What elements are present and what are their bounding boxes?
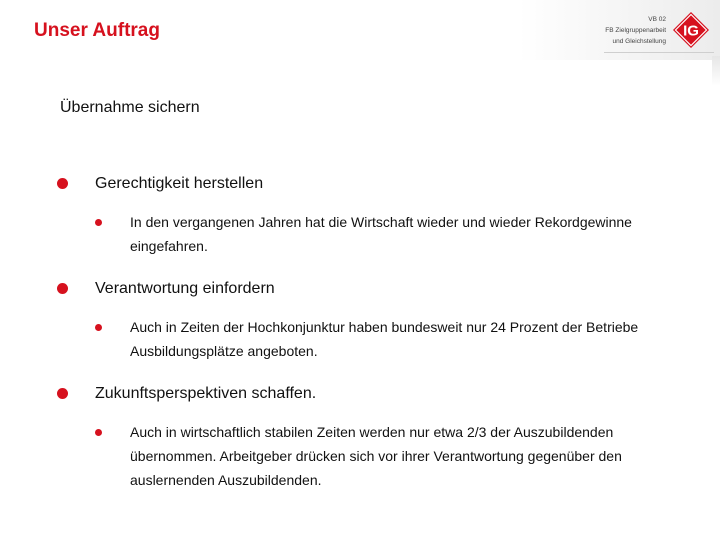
bullet-icon xyxy=(95,324,102,331)
org-info-line: VB 02 xyxy=(648,16,666,23)
list-item-detail: Auch in Zeiten der Hochkonjunktur haben bundesweit nur 24 Prozent der Betriebe Ausbildungsplätze angeboten. xyxy=(130,319,639,359)
ig-metall-logo-icon xyxy=(672,11,710,49)
header-title: Unser Auftrag xyxy=(34,20,160,41)
list-item-detail: In den vergangenen Jahren hat die Wirtschaft wieder und wieder Rekordgewinne eingefahren. xyxy=(130,214,632,254)
list-item: Gerechtigkeit herstellen xyxy=(95,175,264,192)
bullet-icon xyxy=(95,429,102,436)
bullet-icon xyxy=(57,283,68,294)
list-item: Zukunftsperspektiven schaffen. xyxy=(95,385,317,402)
header-divider xyxy=(604,52,714,53)
slide-header xyxy=(0,0,720,60)
slide-title: Übernahme sichern xyxy=(60,99,200,116)
org-info-line: und Gleichstellung xyxy=(612,38,666,45)
org-info xyxy=(605,14,666,47)
bullet-icon xyxy=(95,219,102,226)
decorative-edge xyxy=(712,56,720,86)
bullet-icon xyxy=(57,388,68,399)
bullet-icon xyxy=(57,178,68,189)
list-item: Verantwortung einfordern xyxy=(95,280,275,297)
svg-text:IG: IG xyxy=(683,22,699,40)
list-item-detail: Auch in wirtschaftlich stabilen Zeiten werden nur etwa 2/3 der Auszubildenden übernommen. Arbeitgeber drücken sich vor ihrer Verantwortung gegenüber den auslernenden Auszubildenden. xyxy=(130,424,622,488)
org-info-line: FB Zielgruppenarbeit xyxy=(605,27,666,34)
